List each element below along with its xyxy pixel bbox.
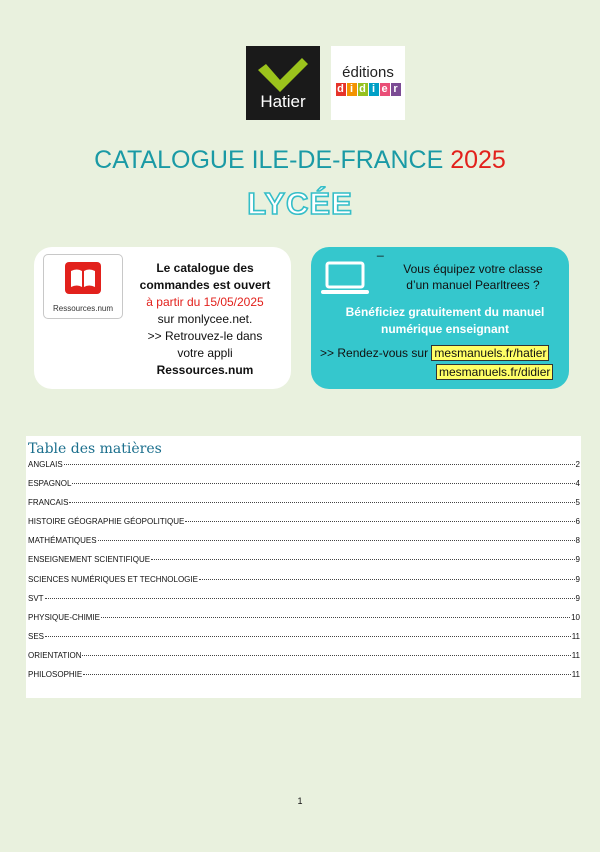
- info-line: commandes est ouvert: [139, 278, 271, 292]
- link-didier[interactable]: mesmanuels.fr/didier: [436, 364, 553, 380]
- info-line: >> Retrouvez-le dans: [147, 329, 263, 343]
- info-line: Le catalogue des: [156, 261, 254, 275]
- didier-letter: e: [381, 83, 388, 95]
- rendez-vous-line: [320, 346, 549, 360]
- toc-entry-page: 2: [575, 460, 580, 469]
- toc-leader: [101, 617, 570, 618]
- catalogue-info: [126, 260, 284, 379]
- toc-entry[interactable]: [28, 594, 580, 613]
- toc-leader: [185, 521, 574, 522]
- toc-entry[interactable]: [28, 575, 580, 594]
- toc-leader: [45, 598, 575, 599]
- didier-letter: d: [359, 83, 366, 95]
- toc-leader: [151, 559, 574, 560]
- ressources-num-label: Ressources.num: [52, 304, 114, 313]
- toc-leader: [83, 674, 570, 675]
- hatier-logo-text: Hatier: [260, 92, 306, 111]
- ressources-num-app-icon[interactable]: [43, 254, 123, 319]
- toc-heading: Table des matières: [28, 441, 162, 457]
- hatier-logo: [246, 46, 320, 120]
- toc-entry-title: MATHÉMATIQUES: [28, 536, 97, 546]
- info-line: sur monlycee.net.: [157, 312, 253, 326]
- pearltrees-benefit: [325, 304, 565, 338]
- question-line: Vous équipez votre classe: [403, 262, 543, 276]
- title-year: 2025: [450, 146, 506, 174]
- toc-entry-page: 8: [575, 536, 580, 546]
- toc-leader: [98, 540, 575, 541]
- checkmark-icon: [256, 56, 310, 96]
- toc-entry[interactable]: [28, 479, 580, 498]
- page-subtitle: LYCÉE: [247, 186, 353, 221]
- toc-leader: [82, 655, 570, 656]
- toc-entry-title: PHILOSOPHIE: [28, 670, 83, 680]
- page-title: [0, 146, 600, 175]
- didier-letters: [335, 83, 401, 96]
- toc-entry-page: 6: [575, 517, 580, 527]
- info-date: à partir du 15/05/2025: [146, 295, 264, 309]
- toc-entry[interactable]: [28, 498, 580, 517]
- info-app-name: Ressources.num: [156, 363, 254, 377]
- toc-leader: [199, 579, 575, 580]
- benefit-line: Bénéficiez gratuitement du manuel: [345, 305, 545, 319]
- link-hatier[interactable]: mesmanuels.fr/hatier: [431, 345, 549, 361]
- ressources-card: [34, 247, 291, 389]
- didier-logo-text: éditions: [342, 64, 394, 81]
- toc-entry[interactable]: [28, 555, 580, 574]
- toc-entry-page: 11: [571, 670, 580, 680]
- benefit-line: numérique enseignant: [380, 322, 510, 336]
- toc-entry[interactable]: [28, 632, 580, 651]
- pearltrees-card: [311, 243, 569, 389]
- title-text: CATALOGUE ILE-DE-FRANCE: [94, 146, 444, 174]
- rendez-vous-text: >> Rendez-vous sur: [320, 346, 429, 360]
- toc-entry-title: SES: [28, 631, 45, 641]
- table-of-contents: [26, 436, 581, 698]
- toc-entry-title: ENSEIGNEMENT SCIENTIFIQUE: [28, 555, 151, 565]
- dash-mark: _: [377, 243, 384, 257]
- toc-entry-page: 9: [575, 593, 580, 603]
- toc-leader: [64, 464, 575, 465]
- toc-entry-title: FRANCAIS: [28, 498, 69, 508]
- toc-entry-title: PHYSIQUE-CHIMIE: [28, 612, 101, 622]
- toc-entry-title: ORIENTATION: [28, 650, 82, 660]
- toc-entry-page: 4: [575, 479, 580, 489]
- didier-letter: i: [369, 83, 379, 96]
- didier-letter: i: [347, 83, 357, 96]
- toc-entry[interactable]: [28, 651, 580, 670]
- laptop-icon: [321, 261, 369, 297]
- toc-entry-page: 9: [575, 555, 580, 565]
- toc-entry[interactable]: [28, 517, 580, 536]
- toc-entry-title: SCIENCES NUMÉRIQUES ET TECHNOLOGIE: [28, 574, 198, 584]
- toc-entry-page: 11: [571, 631, 580, 641]
- toc-leader: [69, 502, 574, 503]
- didier-logo: [331, 46, 405, 120]
- toc-list: [28, 460, 580, 689]
- toc-entry[interactable]: [28, 670, 580, 689]
- toc-entry-page: 10: [571, 612, 580, 622]
- toc-entry-title: HISTOIRE GÉOGRAPHIE GÉOPOLITIQUE: [28, 517, 185, 527]
- toc-entry-page: 11: [571, 650, 580, 660]
- toc-entry-title: SVT: [28, 593, 44, 603]
- info-line: votre appli: [177, 346, 233, 360]
- question-line: d’un manuel Pearltrees ?: [406, 278, 540, 292]
- toc-entry-title: ANGLAIS: [28, 460, 63, 469]
- pearltrees-question: [383, 261, 563, 293]
- toc-leader: [45, 636, 571, 637]
- toc-leader: [72, 483, 574, 484]
- toc-entry[interactable]: [28, 536, 580, 555]
- didier-letter: d: [337, 83, 344, 95]
- toc-entry[interactable]: [28, 613, 580, 632]
- toc-entry-page: 5: [575, 498, 580, 508]
- toc-entry-page: 9: [575, 574, 580, 584]
- book-icon: [65, 262, 101, 294]
- didier-letter: r: [391, 83, 401, 96]
- toc-entry-title: ESPAGNOL: [28, 479, 72, 489]
- page-number: 1: [297, 796, 303, 806]
- toc-entry[interactable]: [28, 460, 580, 479]
